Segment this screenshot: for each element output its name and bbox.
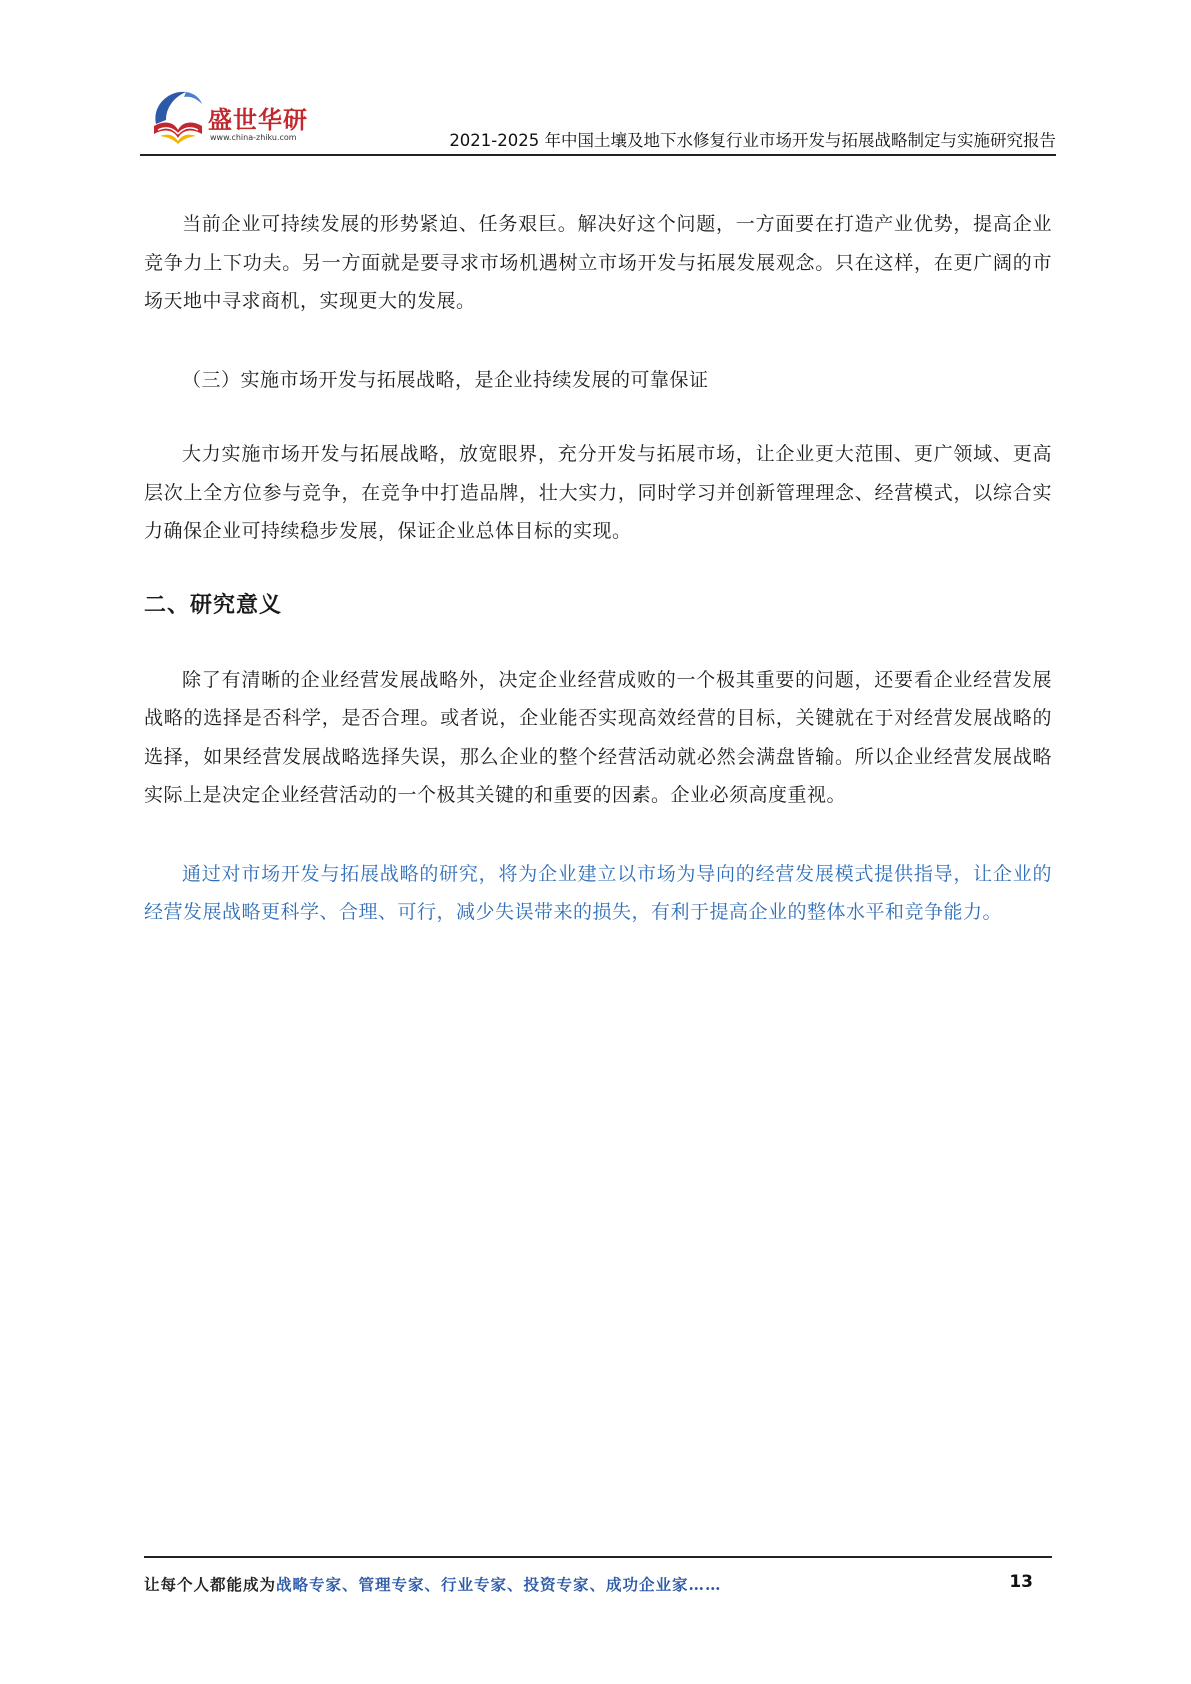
footer-slogan xyxy=(144,1573,722,1595)
paragraph-research-value-highlight: 通过对市场开发与拓展战略的研究，将为企业建立以市场为导向的经营发展模式提供指导，让企业的经营发展战略更科学、合理、可行，减少失误带来的损失，有利于提高企业的整体水平和竞争能力。 xyxy=(144,862,1052,923)
logo-website-url: www.china-zhiku.com xyxy=(210,133,297,142)
footer-slogan-lead: 让每个人都能成为 xyxy=(144,1575,277,1594)
page-header xyxy=(140,78,1056,156)
paragraph-implement-strategy: 大力实施市场开发与拓展战略，放宽眼界，充分开发与拓展市场，让企业更大范围、更广领域、更高层次上全方位参与竞争，在竞争中打造品牌，壮大实力，同时学习并创新管理理念、经营模式，以综合实力确保企业可持续稳步发展，保证企业总体目标的实现。 xyxy=(144,443,1052,542)
report-title: 2021-2025 年中国土壤及地下水修复行业市场开发与拓展战略制定与实施研究报告 xyxy=(449,131,1056,150)
paragraph-sustainable-development: 当前企业可持续发展的形势紧迫、任务艰巨。解决好这个问题，一方面要在打造产业优势，提高企业竞争力上下功夫。另一方面就是要寻求市场机遇树立市场开发与拓展发展观念。只在这样，在更广阔的市场天地中寻求商机，实现更大的发展。 xyxy=(144,213,1052,312)
paragraph-spacer xyxy=(144,625,1052,661)
document-body xyxy=(144,205,1052,932)
footer-slogan-roles: 战略专家、管理专家、行业专家、投资专家、成功企业家…… xyxy=(276,1575,722,1594)
book-swoosh-logo-icon xyxy=(146,84,210,148)
logo-company-name: 盛世华研 xyxy=(208,106,308,134)
paragraph-spacer xyxy=(144,321,1052,361)
section-heading-research-significance: 二、研究意义 xyxy=(144,592,283,618)
subheading-strategy-guarantee: （三）实施市场开发与拓展战略，是企业持续发展的可靠保证 xyxy=(182,368,709,391)
footer-divider xyxy=(144,1556,1052,1558)
page-number: 13 xyxy=(1009,1572,1033,1592)
paragraph-spacer xyxy=(144,551,1052,587)
header-divider xyxy=(140,154,1056,156)
paragraph-spacer xyxy=(144,399,1052,435)
paragraph-spacer xyxy=(144,815,1052,855)
company-logo xyxy=(146,84,316,154)
paragraph-strategy-selection: 除了有清晰的企业经营发展战略外，决定企业经营成败的一个极其重要的问题，还要看企业经营发展战略的选择是否科学，是否合理。或者说，企业能否实现高效经营的目标，关键就在于对经营发展战略的选择，如果经营发展战略选择失误，那么企业的整个经营活动就必然会满盘皆输。所以企业经营发展战略实际上是决定企业经营活动的一个极其关键的和重要的因素。企业必须高度重视。 xyxy=(144,668,1052,806)
